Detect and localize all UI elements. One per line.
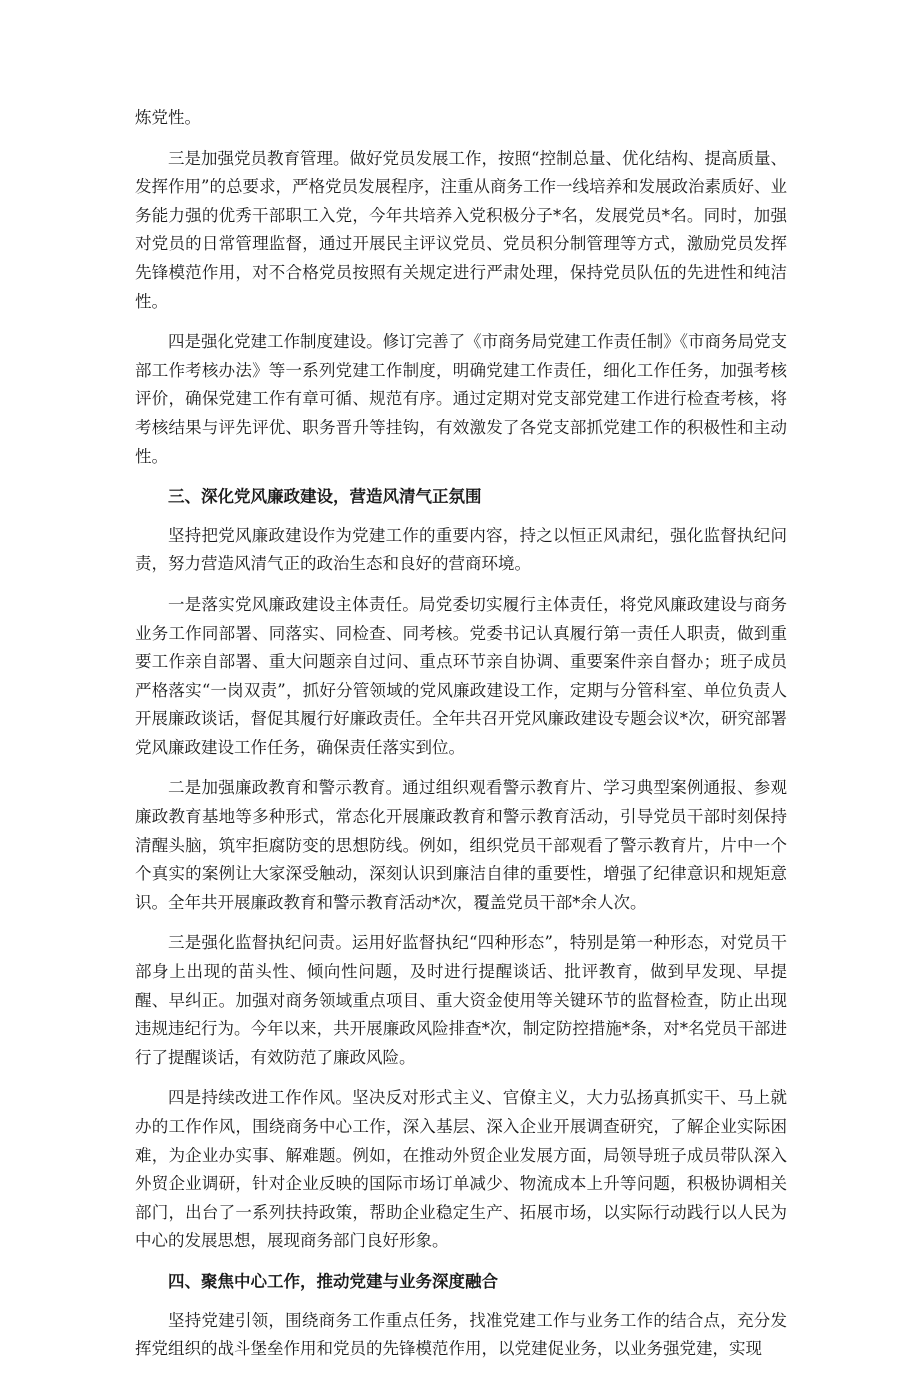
- section-heading-4: 四、聚焦中心工作，推动党建与业务深度融合: [168, 1271, 498, 1291]
- paragraph-party-system-building: 四是强化党建工作制度建设。修订完善了《市商务局党建工作责任制》《市商务局党支部工作考核办法》等一系列党建工作制度，明确党建工作责任，细化工作任务，加强考核评价，确保党建工作有章可循、规范有序。通过定期对党支部党建工作进行检查考核，将考核结果与评先评优、职务晋升等挂钩，有效激发了各党支部抓党建工作的积极性和主动性。: [135, 332, 787, 466]
- paragraph-integrity-education: 二是加强廉政教育和警示教育。通过组织观看警示教育片、学习典型案例通报、参观廉政教育基地等多种形式，常态化开展廉政教育和警示教育活动，引导党员干部时刻保持清醒头脑，筑牢拒腐防变的思想防线。例如，组织党员干部观看了警示教育片，片中一个个真实的案例让大家深受触动，深刻认识到廉洁自律的重要性，增强了纪律意识和规矩意识。全年共开展廉政教育和警示教育活动*次，覆盖党员干部*余人次。: [135, 778, 787, 912]
- paragraph-main-responsibility: 一是落实党风廉政建设主体责任。局党委切实履行主体责任，将党风廉政建设与商务业务工作同部署、同落实、同检查、同考核。党委书记认真履行第一责任人职责，做到重要工作亲自部署、重大问题亲自过问、重点环节亲自协调、重要案件亲自督办；班子成员严格落实“一岗双责”，抓好分管领域的党风廉政建设工作，定期与分管科室、单位负责人开展廉政谈话，督促其履行好廉政责任。全年共召开党风廉政建设专题会议*次，研究部署党风廉政建设工作任务，确保责任落实到位。: [135, 594, 787, 757]
- paragraph-section-3-intro: 坚持把党风廉政建设作为党建工作的重要内容，持之以恒正风肃纪，强化监督执纪问责，努力营造风清气正的政治生态和良好的营商环境。: [135, 525, 787, 574]
- section-heading-3: 三、深化党风廉政建设，营造风清气正氛围: [168, 487, 482, 507]
- document-page: [135, 104, 787, 1376]
- paragraph-party-member-education: 三是加强党员教育管理。做好党员发展工作，按照“控制总量、优化结构、提高质量、发挥作用”的总要求，严格党员发展程序，注重从商务工作一线培养和发展政治素质好、业务能力强的优秀干部职工入党，今年共培养入党积极分子*名，发展党员*名。同时，加强对党员的日常管理监督，通过开展民主评议党员、党员积分制管理等方式，激励党员发挥先锋模范作用，对不合格党员按照有关规定进行严肃处理，保持党员队伍的先进性和纯洁性。: [135, 148, 787, 311]
- paragraph-section-4-intro: 坚持党建引领，围绕商务工作重点任务，找准党建工作与业务工作的结合点，充分发挥党组织的战斗堡垒作用和党员的先锋模范作用，以党建促业务，以业务强党建，实现: [135, 1310, 787, 1359]
- paragraph-work-style: 四是持续改进工作作风。坚决反对形式主义、官僚主义，大力弘扬真抓实干、马上就办的工作作风，围绕商务中心工作，深入基层、深入企业开展调查研究，了解企业实际困难，为企业办实事、解难题。例如，在推动外贸企业发展方面，局领导班子成员带队深入外贸企业调研，针对企业反映的国际市场订单减少、物流成本上升等问题，积极协调相关部门，出台了一系列扶持政策，帮助企业稳定生产、拓展市场，以实际行动践行以人民为中心的发展思想，展现商务部门良好形象。: [135, 1088, 787, 1251]
- paragraph-continuation: 炼党性。: [135, 108, 201, 127]
- paragraph-supervision-accountability: 三是强化监督执纪问责。运用好监督执纪“四种形态”，特别是第一种形态，对党员干部身上出现的苗头性、倾向性问题，及时进行提醒谈话、批评教育，做到早发现、早提醒、早纠正。加强对商务领域重点项目、重大资金使用等关键环节的监督检查，防止出现违规违纪行为。今年以来，共开展廉政风险排查*次，制定防控措施*条，对*名党员干部进行了提醒谈话，有效防范了廉政风险。: [135, 933, 787, 1067]
